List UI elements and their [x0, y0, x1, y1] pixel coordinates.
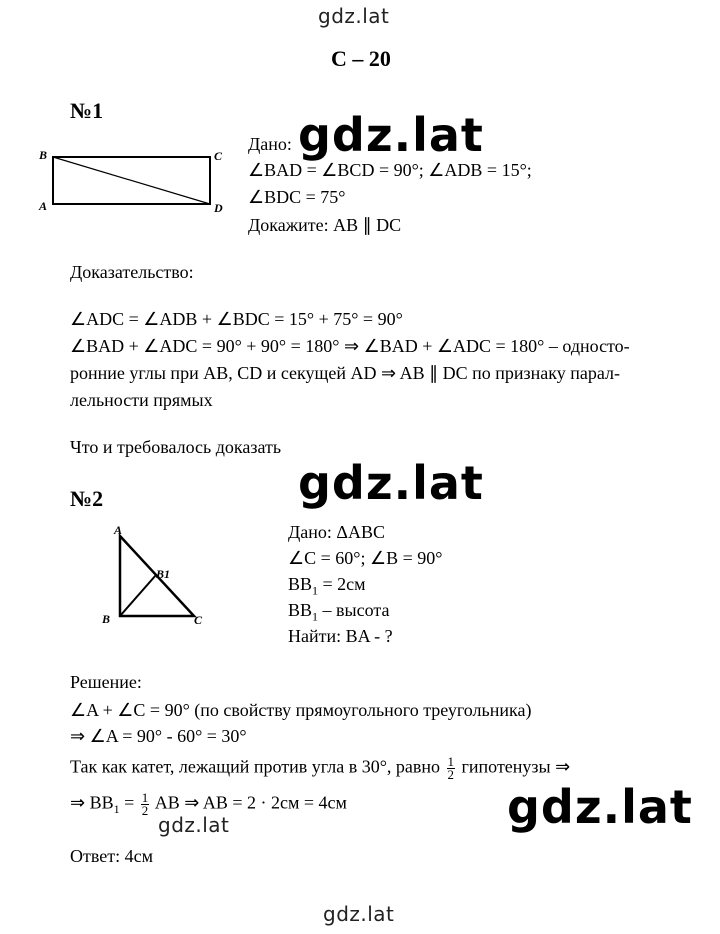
watermark-bottom: gdz.lat — [323, 902, 395, 926]
label-b1: B1 — [156, 567, 171, 581]
label-b: B — [102, 612, 111, 626]
altitude-bb1 — [120, 575, 156, 616]
task1-conclusion: Что и требовалось доказать — [70, 437, 282, 457]
label-b: B — [39, 148, 48, 162]
task2-sol-line4: ⇒ $BB_1$ = $\frac{1}{2}$ AB ⇒ AB = 2 · 2см = 4см — [70, 790, 347, 818]
label-a: A — [39, 199, 48, 213]
label-a: A — [114, 523, 123, 537]
label-c: C — [214, 149, 223, 163]
task2-find: Найти: BA - ? — [288, 626, 393, 646]
watermark-inline: gdz.lat — [158, 813, 230, 837]
task2-given-line1: Дано: ΔABC — [288, 522, 385, 542]
label-d: D — [214, 201, 223, 215]
task2-sol-line2: ⇒ ∠A = 90° - 60° = 30° — [70, 726, 247, 746]
task1-given-label: Дано: — [248, 134, 292, 154]
task2-answer: Ответ: 4см — [70, 846, 153, 866]
task2-sol-line3: Так как катет, лежащий против угла в 30°, равно $\frac{1}{2}$ гипотенузы ⇒ — [70, 754, 571, 782]
task1-proof-line4: лельности прямых — [70, 390, 213, 410]
watermark-large-3: gdz.lat — [507, 780, 693, 834]
fraction-half: $\frac{1}{2}$ — [447, 754, 455, 782]
task2-solution-label: Решение: — [70, 672, 142, 692]
task1-given-line1: ∠BAD = ∠BCD = 90°; ∠ADB = 15°; — [248, 160, 532, 180]
task1-proof-line1: ∠ADC = ∠ADB + ∠BDC = 15° + 75° = 90° — [70, 309, 403, 329]
task2-given-line2: ∠C = 60°; ∠B = 90° — [288, 548, 443, 568]
watermark-large-2: gdz.lat — [298, 456, 484, 510]
task1-rectangle-diagram — [36, 146, 236, 216]
watermark-large-1: gdz.lat — [298, 108, 484, 162]
diagonal-bd — [53, 157, 210, 204]
task1-given-line2: ∠BDC = 75° — [248, 187, 346, 207]
task1-proof-label: Доказательство: — [70, 262, 194, 282]
task2-sol-line1: ∠A + ∠C = 90° (по свойству прямоугольного треугольника) — [70, 700, 532, 720]
fraction-half: $\frac{1}{2}$ — [141, 790, 149, 818]
task1-proof-line2: ∠BAD + ∠ADC = 90° + 90° = 180° ⇒ ∠BAD + ∠ADC = 180° – односто- — [70, 336, 630, 356]
task1-proof-line3: ронние углы при AB, CD и секущей AD ⇒ AB ∥ DC по признаку парал- — [70, 363, 620, 383]
watermark-top: gdz.lat — [318, 4, 390, 28]
page-title: С – 20 — [331, 46, 391, 71]
task2-given-line3: $BB_1 = 2см$ — [288, 574, 366, 598]
task2-given-line4: $BB_1$ – высота — [288, 600, 390, 624]
task2-number: №2 — [70, 486, 104, 511]
task2-triangle-diagram — [96, 520, 216, 632]
task1-number: №1 — [70, 98, 104, 123]
label-c: C — [194, 613, 203, 627]
task1-prove: Докажите: AB ∥ DC — [248, 215, 402, 235]
